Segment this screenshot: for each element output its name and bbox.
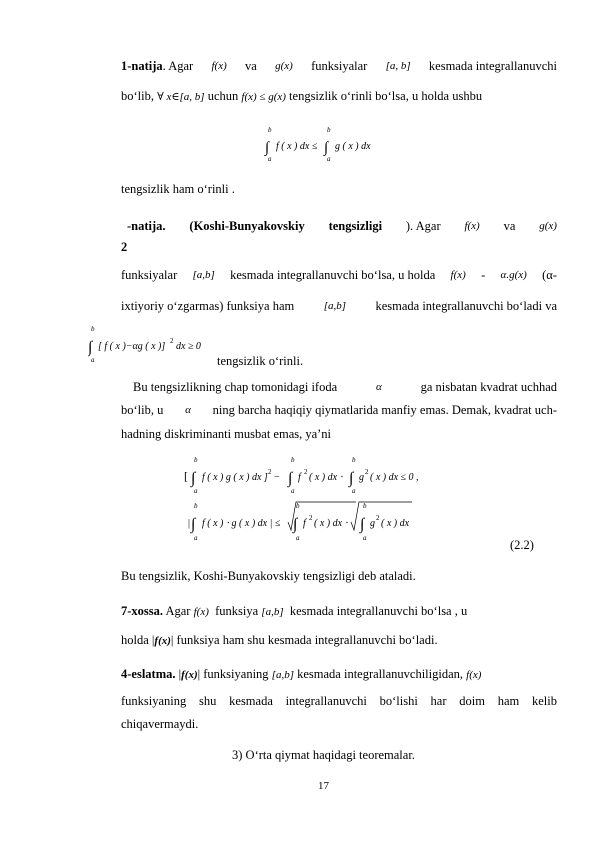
text: ning barcha haqiqiy qiymatlarida manfiy emas. Demak, kvadrat uch- — [212, 403, 557, 417]
text: funksiyalar — [311, 59, 368, 73]
svg-text:∫: ∫ — [88, 339, 93, 356]
svg-text:2: 2 — [365, 468, 369, 476]
math-fx: f(x) — [193, 606, 209, 618]
svg-text:2: 2 — [170, 337, 174, 345]
svg-text:a: a — [291, 487, 295, 495]
svg-text:a: a — [194, 534, 198, 542]
equation-number: (2.2) — [510, 538, 534, 552]
math-interval: [a,b] — [271, 669, 294, 681]
text: - — [481, 268, 486, 282]
svg-text:f ( x ) ⋅ g ( x ) dx | ≤: f ( x ) ⋅ g ( x ) dx | ≤ — [202, 518, 281, 529]
theorem-1-conclusion: tengsizlik ham o‘rinli . — [121, 182, 235, 196]
svg-text:2: 2 — [304, 468, 308, 476]
math-alpha-g: α.g(x) — [500, 269, 527, 281]
text: va — [245, 59, 257, 73]
text: ixtiyoriy o‘zgarmas) funksiya ham — [121, 299, 295, 313]
svg-text:g: g — [370, 518, 375, 529]
theorem-2-line-2 — [121, 267, 557, 283]
math-fx: f(x) — [464, 220, 480, 232]
property-7-label: 7-xossa. — [121, 604, 164, 618]
remark-4-line-3: chiqavermaydi. — [121, 717, 199, 731]
text: funksiyaning shu kesmada integrallanuvchi bo‘lishi har doim ham kelib — [121, 694, 557, 708]
math-inequality: f(x) ≤ g(x) — [241, 91, 286, 103]
svg-text:b: b — [363, 502, 367, 510]
text: kesmada integrallanuvchi — [428, 59, 557, 73]
svg-text:g ( x ) dx: g ( x ) dx — [335, 141, 371, 152]
svg-text:( x ) dx: ( x ) dx — [381, 518, 410, 529]
svg-text:a: a — [268, 155, 272, 163]
paragraph-line-3: hadning diskriminanti musbat emas, ya’ni — [121, 427, 332, 441]
cauchy-integral-formula — [88, 322, 218, 366]
svg-text:dx ≥ 0: dx ≥ 0 — [176, 341, 201, 352]
svg-text:b: b — [296, 502, 300, 510]
text: . Agar — [162, 59, 194, 73]
math-alpha: α — [375, 381, 382, 393]
theorem-2-line-1: -natija. (Koshi-Bunyakovskiy tengsizligi ). Agar f(x) va g(x) — [127, 219, 557, 233]
svg-text:a: a — [363, 534, 367, 542]
text: funksiyalar — [121, 268, 178, 282]
cauchy-bunyakovsky-formula — [184, 452, 434, 550]
svg-text:g: g — [359, 472, 364, 483]
svg-text:( x ) dx ⋅: ( x ) dx ⋅ — [314, 518, 348, 529]
math-interval: [a,b] — [192, 269, 215, 281]
svg-text:∫: ∫ — [288, 470, 293, 487]
theorem-2-number: 2 — [121, 240, 128, 254]
text: | funksiyaning — [197, 667, 269, 681]
svg-text:[ f ( x )−αg ( x )]: [ f ( x )−αg ( x )] — [98, 341, 166, 352]
svg-text:∫: ∫ — [360, 516, 365, 533]
svg-text:f ( x ) g ( x ) dx ]: f ( x ) g ( x ) dx ] — [202, 472, 268, 483]
integral-inequality-formula — [262, 122, 392, 164]
text: kesmada integrallanuvchi bo‘lsa , u — [289, 604, 468, 618]
svg-text:f: f — [303, 518, 306, 529]
text: | funksiya ham shu kesmada integrallanuvchi bo‘ladi. — [170, 633, 438, 647]
text: bo‘lib, — [121, 89, 154, 103]
svg-text:b: b — [291, 456, 295, 464]
svg-text:∫: ∫ — [349, 470, 354, 487]
math-interval: [a,b] — [261, 606, 284, 618]
text: ). Agar — [405, 219, 441, 233]
svg-text:( x ) dx ≤ 0 ,: ( x ) dx ≤ 0 , — [370, 472, 419, 483]
text: Bu tengsizlikning chap tomonidagi ifoda — [133, 380, 338, 394]
remark-4-line-2 — [121, 693, 557, 709]
text: Agar — [165, 604, 191, 618]
text: kesmada integrallanuvchi bo‘ladi va — [375, 299, 557, 313]
theorem-2-line-3 — [121, 298, 557, 314]
paragraph-conclusion: Bu tengsizlik, Koshi-Bunyakovskiy tengsizligi deb ataladi. — [121, 569, 416, 583]
paragraph-line-1 — [133, 379, 557, 395]
page-number: 17 — [318, 780, 329, 792]
math-interval: [a, b] — [385, 60, 411, 72]
svg-text:−: − — [274, 472, 280, 483]
svg-text:a: a — [352, 487, 356, 495]
svg-text:a: a — [194, 487, 198, 495]
text: ga nisbatan kvadrat uchhad — [420, 380, 557, 394]
theorem-1-label: 1-natija — [121, 59, 163, 73]
text: va — [503, 219, 516, 233]
math-fx: f(x) — [154, 635, 171, 647]
svg-text:b: b — [194, 456, 198, 464]
remark-4-label: 4-eslatma. — [121, 667, 176, 681]
svg-text:f: f — [298, 472, 301, 483]
svg-text:a: a — [327, 155, 331, 163]
math-gx: g(x) — [275, 60, 293, 72]
svg-text:∫: ∫ — [324, 140, 329, 156]
svg-text:[: [ — [184, 469, 188, 483]
svg-text:b: b — [91, 325, 95, 333]
math-fx: f(x) — [466, 669, 482, 681]
svg-text:2: 2 — [268, 468, 272, 476]
math-forall: ∀ x∈[a, b] — [157, 91, 205, 103]
svg-text:|: | — [188, 518, 191, 529]
svg-text:a: a — [296, 534, 300, 542]
svg-text:2: 2 — [376, 514, 380, 522]
svg-text:b: b — [327, 126, 331, 134]
svg-text:∫: ∫ — [191, 516, 196, 533]
remark-4-line-1 — [121, 666, 481, 683]
text: kesmada integrallanuvchi bo‘lsa, u holda — [230, 268, 436, 282]
text: uchun — [207, 89, 239, 103]
text: (α- — [542, 268, 557, 282]
text: funksiya — [215, 604, 259, 618]
theorem-2-conclusion: tengsizlik o‘rinli. — [217, 354, 304, 368]
text: kesmada integrallanuvchiligidan, — [297, 667, 464, 681]
theorem-1-line-2 — [121, 88, 482, 105]
theorem-1-line-1 — [121, 58, 557, 74]
math-alpha: α — [185, 404, 191, 416]
svg-text:a: a — [91, 356, 95, 364]
section-heading: 3) O‘rta qiymat haqidagi teoremalar. — [232, 748, 415, 762]
math-fx: f(x) — [211, 60, 227, 72]
theorem-2-name-2: tengsizligi — [328, 219, 383, 233]
text: tengsizlik o‘rinli bo‘lsa, u holda ushbu — [289, 89, 483, 103]
svg-text:∫: ∫ — [191, 470, 196, 487]
math-fx: f(x) — [181, 669, 198, 681]
svg-text:( x ) dx ⋅: ( x ) dx ⋅ — [309, 472, 343, 483]
svg-text:f ( x ) dx ≤: f ( x ) dx ≤ — [276, 141, 318, 152]
text: bo‘lib, u — [121, 403, 164, 417]
svg-text:∫: ∫ — [293, 516, 298, 533]
math-fx: f(x) — [450, 269, 466, 281]
svg-text:b: b — [352, 456, 356, 464]
math-interval: [a,b] — [323, 300, 346, 312]
property-7-line-2 — [121, 632, 438, 649]
theorem-2-label: -natija. — [127, 219, 166, 233]
math-gx: g(x) — [539, 220, 557, 232]
text: holda | — [121, 633, 155, 647]
svg-text:b: b — [194, 502, 198, 510]
theorem-2-name: Koshi-Bunyakovskiy — [193, 219, 305, 233]
svg-text:∫: ∫ — [265, 140, 270, 156]
property-7-line-1 — [121, 603, 467, 620]
paragraph-line-2 — [121, 402, 557, 418]
text: | — [178, 667, 182, 681]
svg-text:2: 2 — [309, 514, 313, 522]
svg-text:b: b — [268, 126, 272, 134]
